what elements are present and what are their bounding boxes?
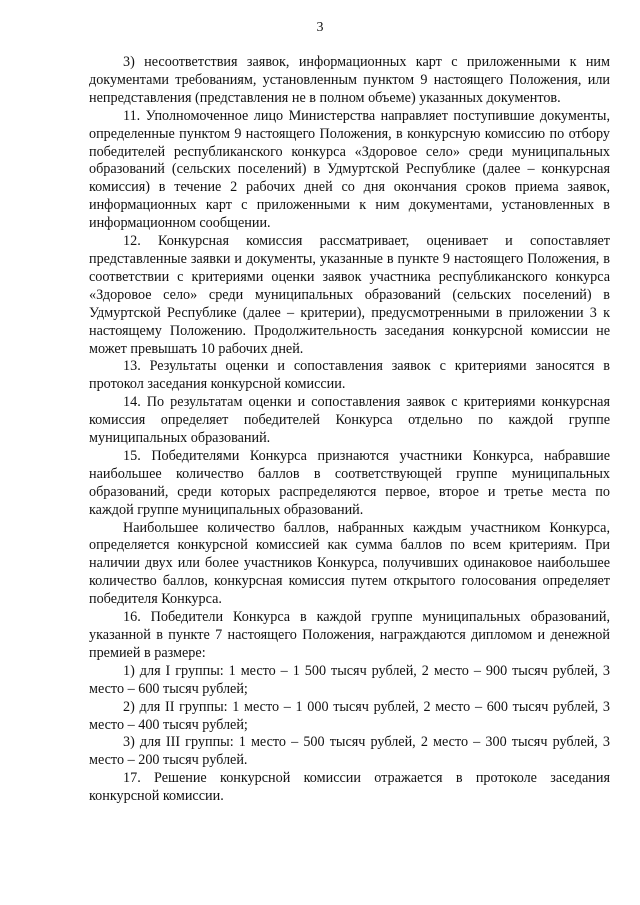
paragraph-13: 13. Результаты оценки и сопоставления заявок с критериями заносятся в протокол заседания конкурсной комиссии. <box>89 358 610 393</box>
page-number: 3 <box>316 20 324 35</box>
prize-group-3: 3) для III группы: 1 место – 500 тысяч рублей, 2 место – 300 тысяч рублей, 3 место – 200 тысяч рублей. <box>89 734 610 769</box>
prize-group-1: 1) для I группы: 1 место – 1 500 тысяч рублей, 2 место – 900 тысяч рублей, 3 место – 600 тысяч рублей; <box>89 662 610 697</box>
paragraph-item-3: 3) несоответствия заявок, информационных карт с приложенными к ним документами требованиям, установленным пунктом 9 настоящего Положения, или непредставления (представления не в полном объеме) указанных документов. <box>89 54 610 106</box>
document-body <box>89 54 610 806</box>
paragraph-11: 11. Уполномоченное лицо Министерства направляет поступившие документы, определенные пунктом 9 настоящего Положения, в конкурсную комиссию по отбору победителей республиканского конкурса «Здоровое село» среди муниципальных образований (сельских поселений) в Удмуртской Республике (далее – конкурсная комиссия) в течение 2 рабочих дней со дня окончания сроков приема заявок, информационных карт с приложенными к ним документами, установленных в информационном сообщении. <box>89 107 610 232</box>
paragraph-17: 17. Решение конкурсной комиссии отражается в протоколе заседания конкурсной комиссии. <box>89 770 610 805</box>
paragraph-14: 14. По результатам оценки и сопоставления заявок с критериями конкурсная комиссия определяет победителей Конкурса отдельно по каждой группе муниципальных образований. <box>89 394 610 447</box>
paragraph-15-continuation: Наибольшее количество баллов, набранных каждым участником Конкурса, определяется конкурсной комиссией как сумма баллов по всем критериям. При наличии двух или более участников Конкурса, получивших одинаковое наибольшее количество баллов, конкурсная комиссия путем открытого голосования определяет победителя Конкурса. <box>89 519 610 608</box>
paragraph-15: 15. Победителями Конкурса признаются участники Конкурса, набравшие наибольшее количество баллов в соответствующей группе муниципальных образований, среди которых распределяются первое, второе и третье места по каждой группе муниципальных образований. <box>89 447 610 518</box>
prize-group-2: 2) для II группы: 1 место – 1 000 тысяч рублей, 2 место – 600 тысяч рублей, 3 место – 400 тысяч рублей; <box>89 698 610 733</box>
paragraph-16: 16. Победители Конкурса в каждой группе муниципальных образований, указанной в пункте 7 настоящего Положения, награждаются дипломом и денежной премией в размере: <box>89 609 610 661</box>
paragraph-12: 12. Конкурсная комиссия рассматривает, оценивает и сопоставляет представленные заявки и документы, указанные в пункте 9 настоящего Положения, в соответствии с критериями оценки заявок участника республиканского конкурса «Здоровое село» среди муниципальных образований (сельских поселений) в Удмуртской Республике (далее – критерии), предусмотренными в приложении 3 к настоящему Положению. Продолжительность заседания конкурсной комиссии не может превышать 10 рабочих дней. <box>89 233 610 357</box>
